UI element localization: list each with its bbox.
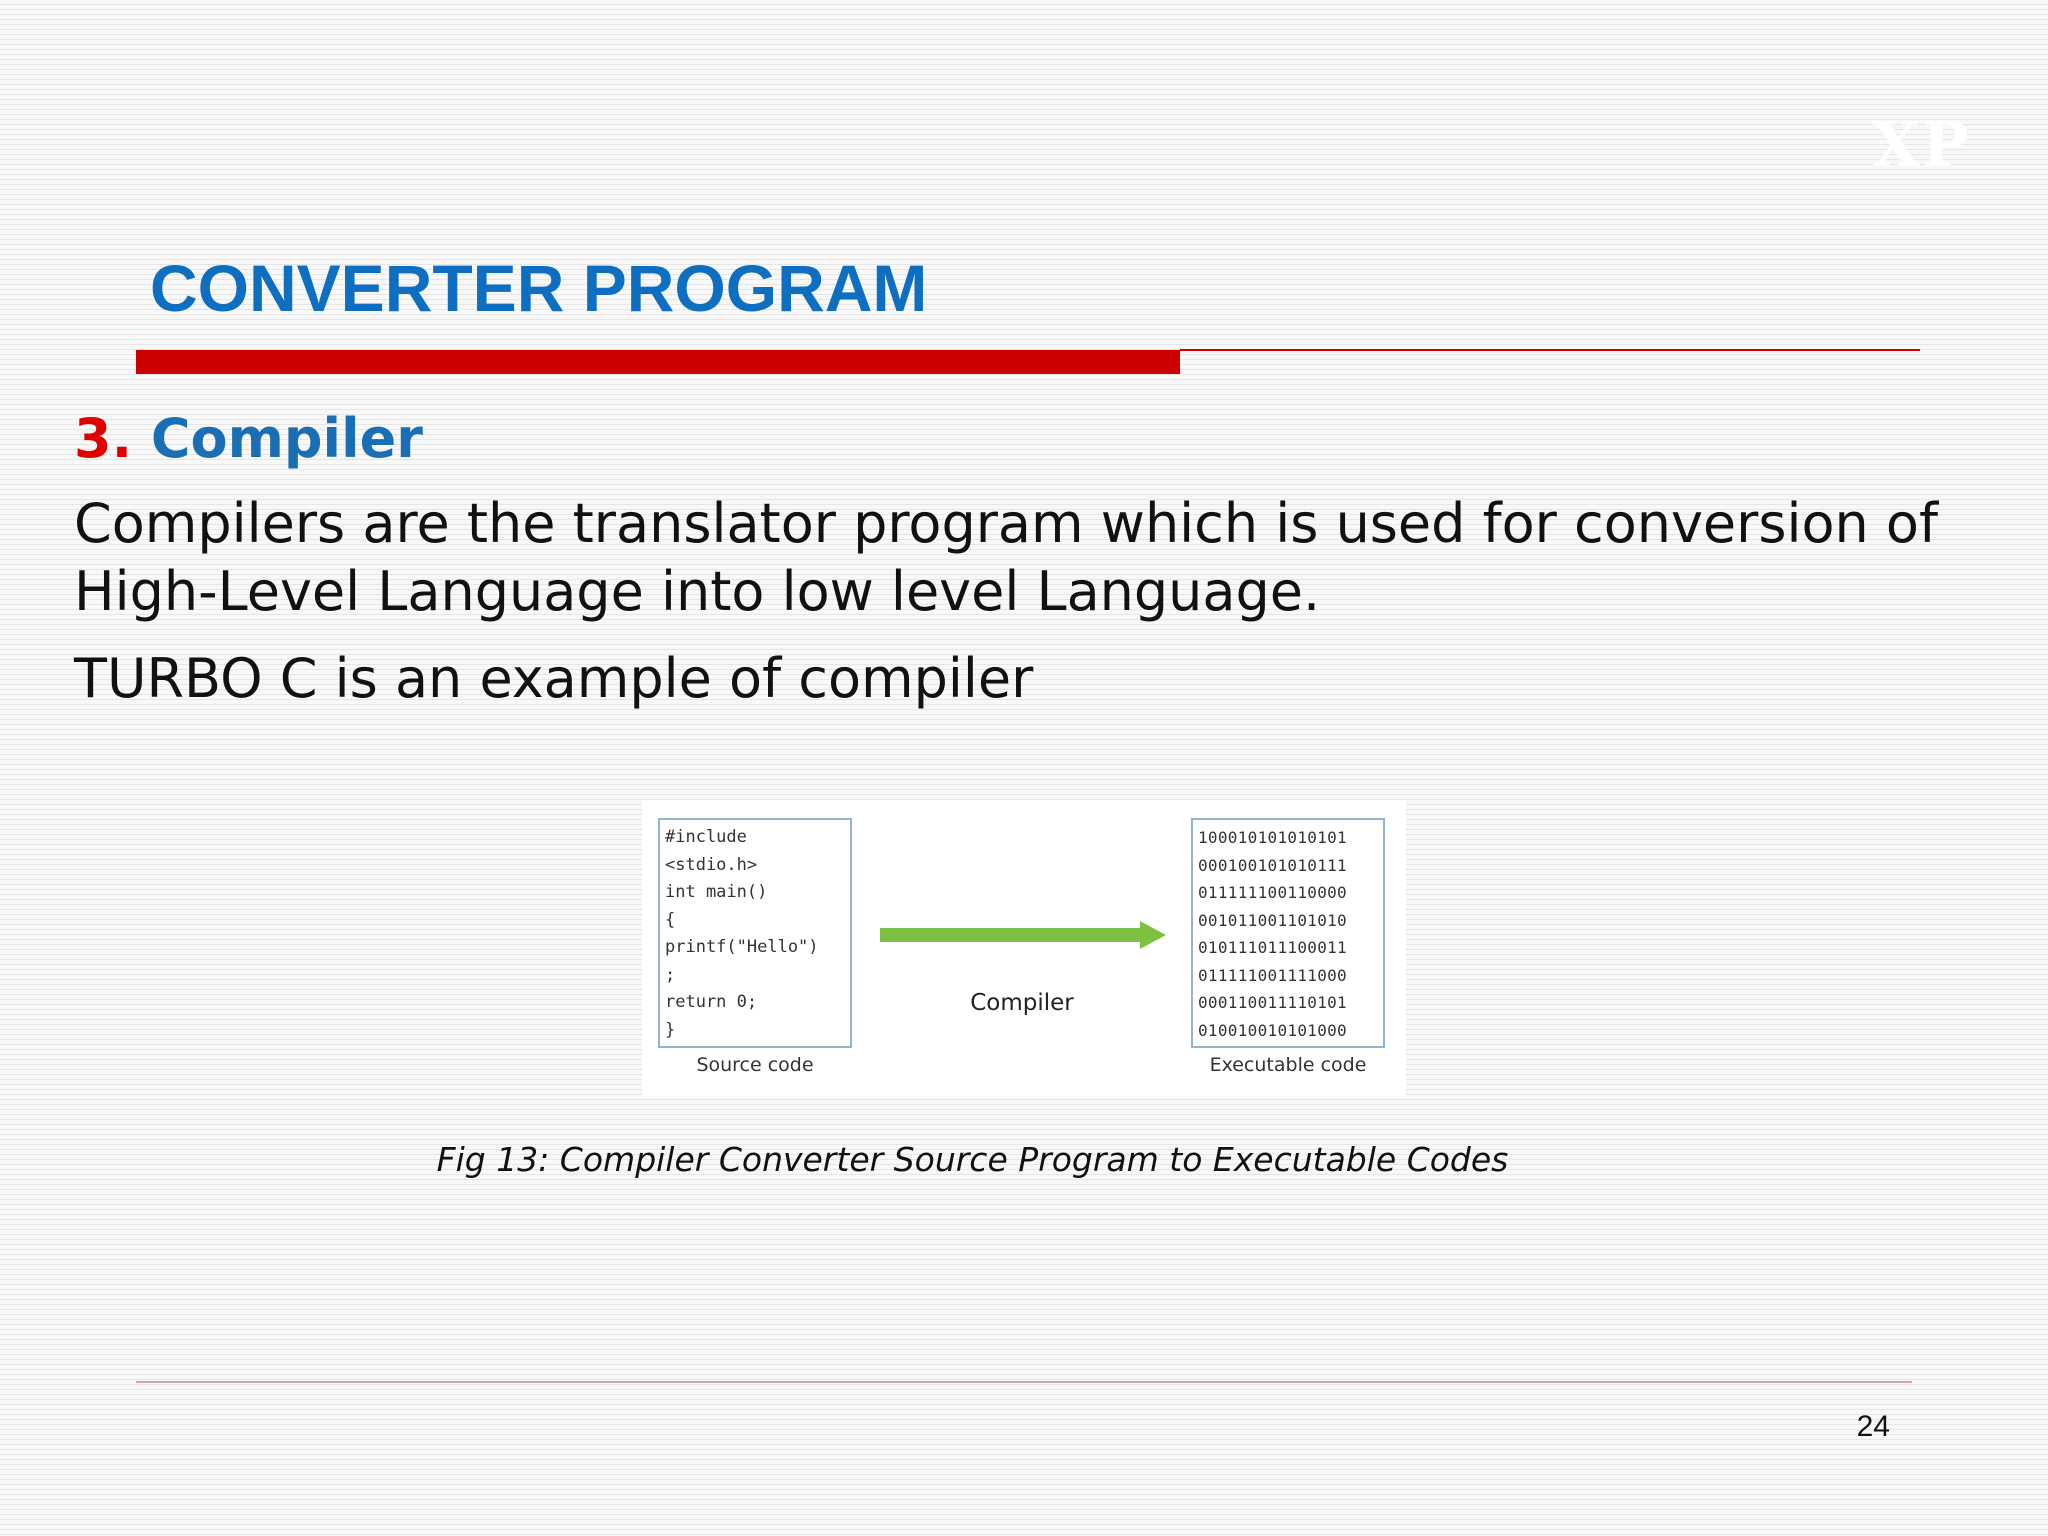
compiler-example: TURBO C is an example of compiler: [74, 647, 1034, 710]
section-number: 3.: [74, 407, 133, 470]
source-code-line: <stdio.h>: [665, 854, 758, 875]
source-code-label: Source code: [696, 1054, 814, 1076]
binary-line: 001011001101010: [1198, 910, 1347, 930]
source-code-box: [658, 818, 852, 1048]
source-code-line: }: [665, 1019, 676, 1040]
binary-line: 010111011100011: [1198, 938, 1347, 957]
executable-code-box: [1191, 818, 1385, 1048]
xp-watermark: XP: [1872, 108, 1971, 181]
source-code-line: int main(): [665, 882, 768, 902]
source-code-line: ;: [665, 964, 676, 985]
compiler-definition: Compilers are the translator program which is used for conversion of High-Level Language into low level Language.: [74, 492, 1938, 623]
binary-line: 100010101010101: [1198, 828, 1347, 847]
section-name: Compiler: [150, 407, 423, 470]
binary-line: 010010010101000: [1198, 1020, 1347, 1040]
source-code-line: return 0;: [665, 992, 758, 1012]
source-code-line: {: [665, 909, 676, 930]
source-code-line: printf("Hello"): [665, 937, 819, 957]
title-underline-thin: [1180, 349, 1920, 351]
figure-caption: Fig 13: Compiler Converter Source Program to Executable Codes: [436, 1140, 1509, 1179]
footer-divider: [136, 1381, 1912, 1383]
section-heading: [74, 404, 423, 474]
arrow-head-icon: [1140, 921, 1166, 949]
page-number: 24: [1856, 1410, 1890, 1443]
binary-line: 000100101010111: [1198, 855, 1347, 875]
source-code-line: #include: [665, 827, 747, 847]
slide-title: CONVERTER PROGRAM: [150, 251, 928, 325]
title-underline-thick: [136, 350, 1180, 374]
compiler-figure: [642, 800, 1406, 1096]
binary-line: 000110011110101: [1198, 993, 1347, 1012]
binary-line: 011111100110000: [1198, 883, 1347, 902]
arrow-label: Compiler: [970, 990, 1074, 1016]
arrow-right-icon: [880, 928, 1142, 942]
executable-code-label: Executable code: [1209, 1054, 1367, 1076]
binary-line: 011111001111000: [1198, 965, 1347, 985]
